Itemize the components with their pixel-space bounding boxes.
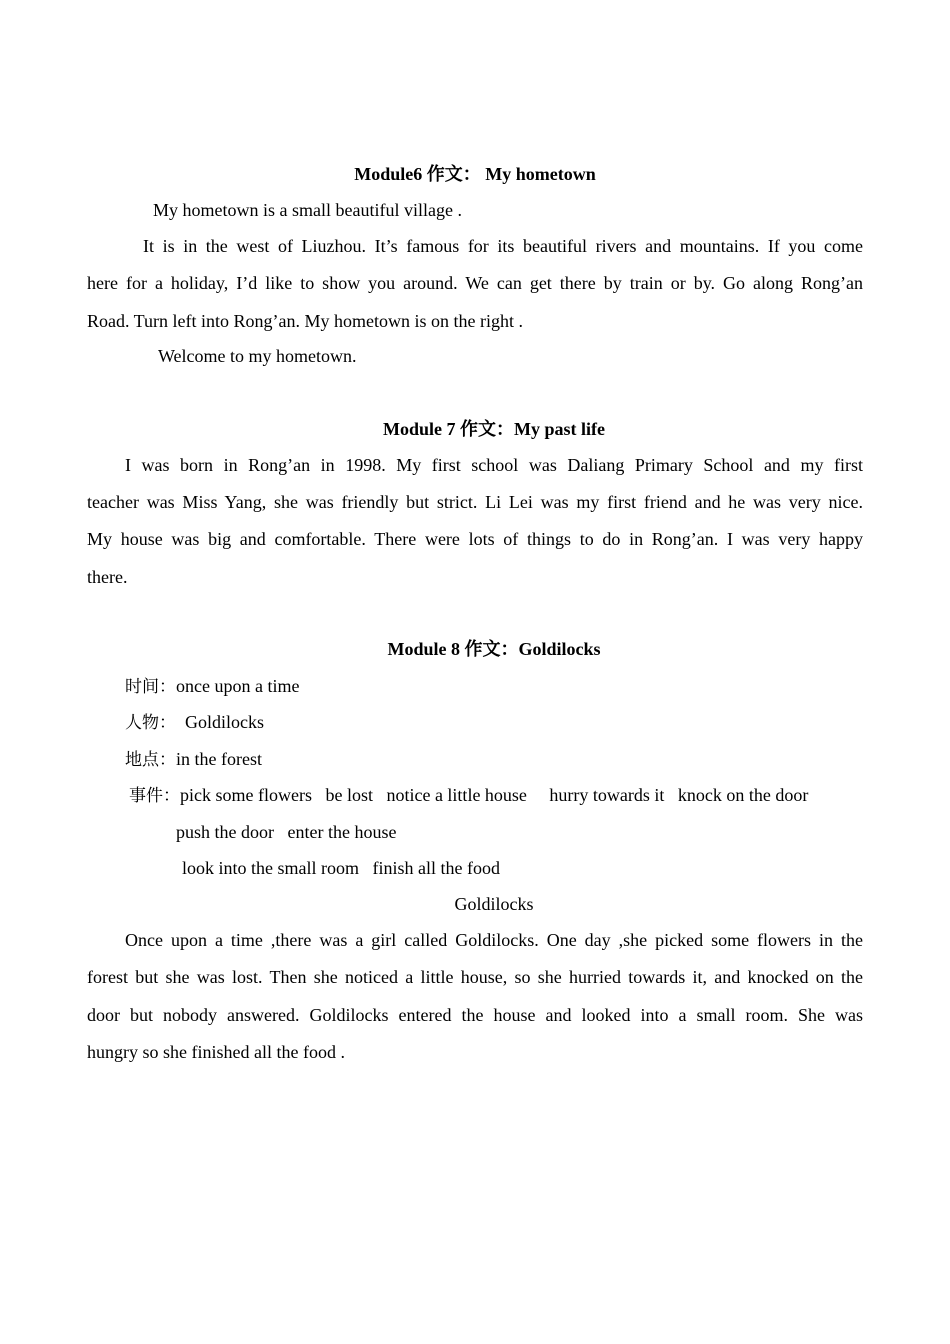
story-line-2: forest but she was lost. Then she noticed a little house, so she hurried towards it, and knocked on the [87, 967, 863, 987]
place-label: 地点： [125, 750, 176, 770]
module7-heading: Module 7 作文：My past life [383, 419, 605, 439]
place-row [125, 748, 262, 771]
place-value: in the forest [176, 749, 262, 769]
people-value: Goldilocks [176, 712, 264, 732]
module7-line-3: My house was big and comfortable. There were lots of things to do in Rong’an. I was very happy [87, 529, 863, 549]
module7-line-2: teacher was Miss Yang, she was friendly but strict. Li Lei was my first friend and he was very nice. [87, 492, 863, 512]
module7-line-1: I was born in Rong’an in 1998. My first school was Daliang Primary School and my first [125, 455, 863, 475]
time-label: 时间： [125, 677, 176, 697]
module8-heading: Module 8 作文：Goldilocks [387, 639, 601, 659]
time-value: once upon a time [176, 676, 300, 696]
story-line-3: door but nobody answered. Goldilocks entered the house and looked into a small room. She was [87, 1005, 863, 1025]
events-line-1: pick some flowers be lost notice a little house hurry towards it knock on the door [180, 785, 809, 805]
events-line-3: look into the small room finish all the food [182, 858, 500, 878]
story-line-1: Once upon a time ,there was a girl called Goldilocks. One day ,she picked some flowers in the [125, 930, 863, 950]
module6-paragraph-2-line-2: here for a holiday, I’d like to show you around. We can get there by train or by. Go along Rong’an [87, 273, 863, 293]
events-row [129, 784, 808, 807]
people-label: 人物： [125, 713, 176, 733]
story-title: Goldilocks [454, 894, 534, 914]
module7-line-4: there. [87, 567, 128, 587]
story-line-4: hungry so she finished all the food . [87, 1042, 345, 1062]
events-line-2: push the door enter the house [176, 822, 397, 842]
people-row [125, 711, 264, 734]
events-label: 事件： [129, 786, 180, 806]
time-row [125, 675, 299, 698]
module6-paragraph-3: Welcome to my hometown. [158, 346, 357, 366]
module6-paragraph-2-line-1: It is in the west of Liuzhou. It’s famous for its beautiful rivers and mountains. If you come [143, 236, 863, 256]
module6-paragraph-2-line-3: Road. Turn left into Rong’an. My hometown is on the right . [87, 311, 523, 331]
module6-heading: Module6 作文： My hometown [354, 164, 596, 184]
module6-paragraph-1: My hometown is a small beautiful village . [153, 200, 462, 220]
